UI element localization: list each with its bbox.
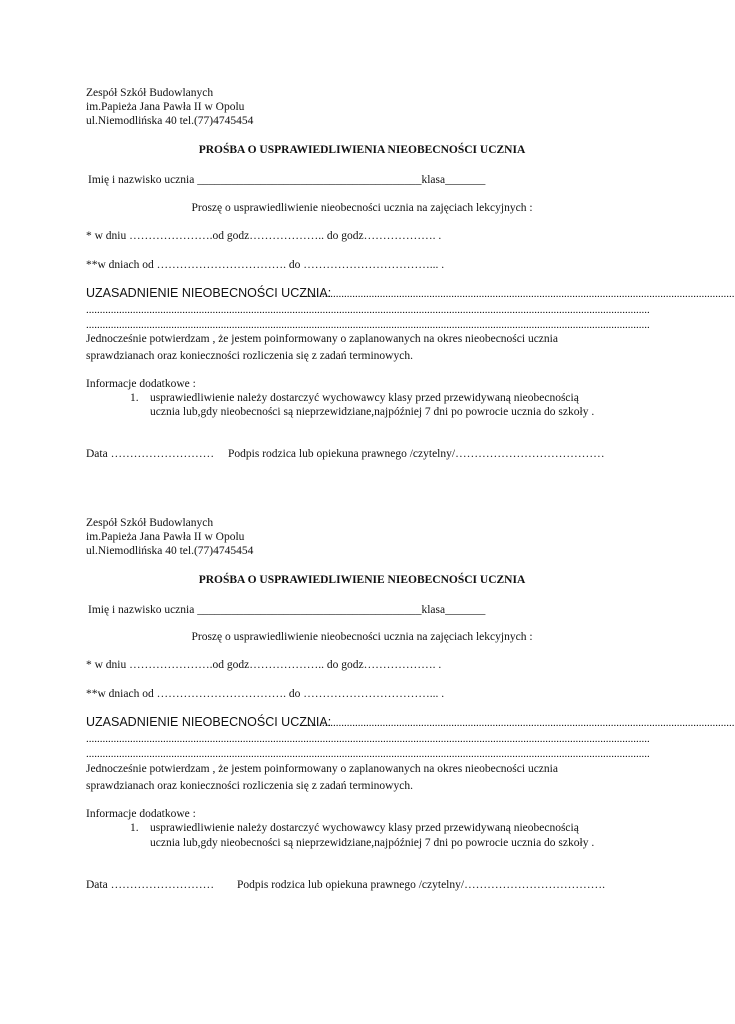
student-name-field: Imię i nazwisko ucznia _______________________________________klasa_______ xyxy=(88,604,486,616)
request-text: Proszę o usprawiedliwienie nieobecności ucznia na zajęciach lekcyjnych : xyxy=(191,202,533,214)
confirmation-line-2: sprawdzianach oraz konieczności rozliczenia się z zadań terminowych. xyxy=(86,780,413,792)
confirmation-line-1: Jednocześnie potwierdzam , że jestem poinformowany o zaplanowanych na okres nieobecności ucznia xyxy=(86,333,558,345)
student-name-field: Imię i nazwisko ucznia _______________________________________klasa_______ xyxy=(88,174,486,186)
info-item-line-2: ucznia lub,gdy nieobecności są nieprzewidziane,najpóźniej 7 dni po powrocie ucznia do szkoły . xyxy=(150,406,595,418)
school-address: ul.Niemodlińska 40 tel.(77)4745454 xyxy=(86,545,254,557)
confirmation-line-2: sprawdzianach oraz konieczności rozliczenia się z zadań terminowych. xyxy=(86,350,413,362)
justification-dots-1: .............................................................................................................................................................. xyxy=(300,717,735,729)
single-day-field: * w dniu ………………….od godz……………….. do godz………………. . xyxy=(86,230,442,242)
justification-dots-2: ............................................................................................................................................................................................................. xyxy=(86,733,650,745)
absence-form-1 xyxy=(0,0,735,460)
date-field: Data ……………………… xyxy=(86,879,215,891)
signature-field: Podpis rodzica lub opiekuna prawnego /czytelny/………………………………… xyxy=(228,448,605,460)
school-patron: im.Papieża Jana Pawła II w Opolu xyxy=(86,531,245,543)
justification-dots-3: ............................................................................................................................................................................................................. xyxy=(86,748,650,760)
info-item-line-1: usprawiedliwienie należy dostarczyć wychowawcy klasy przed przewidywaną nieobecnością xyxy=(150,822,579,834)
multi-day-field: **w dniach od ……………………………. do ……………………………... . xyxy=(86,259,445,271)
school-name: Zespół Szkół Budowlanych xyxy=(86,517,214,529)
info-item-line-1: usprawiedliwienie należy dostarczyć wychowawcy klasy przed przewidywaną nieobecnością xyxy=(150,392,579,404)
school-name: Zespół Szkół Budowlanych xyxy=(86,87,214,99)
info-item-number: 1. xyxy=(130,392,139,404)
form-title: PROŚBA O USPRAWIEDLIWIENIA NIEOBECNOŚCI UCZNIA xyxy=(198,144,526,156)
request-text: Proszę o usprawiedliwienie nieobecności ucznia na zajęciach lekcyjnych : xyxy=(191,631,533,643)
school-patron: im.Papieża Jana Pawła II w Opolu xyxy=(86,101,245,113)
additional-info-label: Informacje dodatkowe : xyxy=(86,378,196,390)
confirmation-line-1: Jednocześnie potwierdzam , że jestem poinformowany o zaplanowanych na okres nieobecności ucznia xyxy=(86,763,558,775)
multi-day-field: **w dniach od ……………………………. do ……………………………... . xyxy=(86,688,445,700)
justification-dots-3: ............................................................................................................................................................................................................. xyxy=(86,319,650,331)
signature-field: Podpis rodzica lub opiekuna prawnego /czytelny/………………………………. xyxy=(237,879,605,891)
info-item-line-2: ucznia lub,gdy nieobecności są nieprzewidziane,najpóźniej 7 dni po powrocie ucznia do szkoły . xyxy=(150,837,595,849)
justification-label: UZASADNIENIE NIEOBECNOŚCI UCZNIA: xyxy=(86,715,332,729)
justification-dots-1: .............................................................................................................................................................. xyxy=(300,288,735,300)
info-item-number: 1. xyxy=(130,822,139,834)
date-field: Data ……………………… xyxy=(86,448,215,460)
absence-form-2 xyxy=(0,430,735,891)
justification-dots-2: ............................................................................................................................................................................................................. xyxy=(86,304,650,316)
justification-label: UZASADNIENIE NIEOBECNOŚCI UCZNIA: xyxy=(86,286,332,300)
form-title: PROŚBA O USPRAWIEDLIWIENIE NIEOBECNOŚCI UCZNIA xyxy=(198,574,526,586)
school-address: ul.Niemodlińska 40 tel.(77)4745454 xyxy=(86,115,254,127)
additional-info-label: Informacje dodatkowe : xyxy=(86,808,196,820)
single-day-field: * w dniu ………………….od godz……………….. do godz………………. . xyxy=(86,659,442,671)
